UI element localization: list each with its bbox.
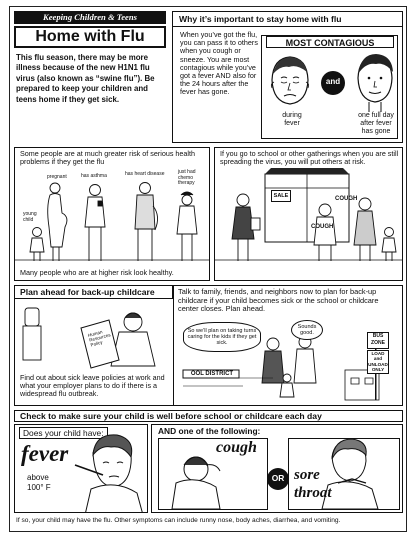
asthma-man-icon (85, 185, 105, 262)
heart-disease-man-icon (135, 183, 158, 262)
cough-word-2: COUGH (311, 224, 334, 230)
risk-label-child: young child (23, 211, 37, 223)
and-label: and (325, 77, 341, 86)
store-coughing-art (215, 148, 403, 281)
throat-word: throat (294, 485, 332, 501)
pregnant-woman-icon (48, 183, 67, 261)
risk-panel (14, 147, 210, 281)
childcare-caption-bottom: Find out about sick leave policies at work and what your employer plans to do if there is a widespread flu outbreak. (20, 373, 165, 399)
check-heading-box (14, 410, 403, 422)
or-label: OR (271, 473, 285, 483)
check-footer: If so, your child may have the flu. Other symptoms can include runny nose, body aches, diarrhea, and vomiting. (16, 517, 341, 524)
risk-label-asthma: has asthma (81, 173, 107, 179)
cough-word-1: COUGH (335, 196, 358, 202)
parents-icon (262, 336, 316, 397)
fever-detail: above 100° F (27, 473, 51, 492)
sounds-good-bubble: Sounds good. (291, 320, 323, 340)
school-caption: If you go to school or other gatherings when you are still spreading the virus, you will put others at risk. (220, 149, 399, 167)
feverish-child-icon (75, 435, 143, 513)
recovering-face-icon (358, 54, 393, 112)
chemo-woman-icon (177, 192, 197, 261)
why-body: When you’ve got the flu, you can pass it to others when you cough or sneeze. You are most contagious while you’ve got a fever AND also for the 24 hours after the fever has gone. (180, 30, 258, 97)
symptoms-panel (151, 424, 403, 513)
risk-label-chemo: just had chemo therapy (178, 169, 196, 187)
header-kicker-bar (14, 11, 166, 24)
childcare-caption-right: Talk to family, friends, and neighbors now to plan for back-up childcare if your child becomes sick or the school or childcare center closes. Plan ahead. (178, 287, 379, 313)
coughing-child-icon (172, 457, 220, 509)
symptoms-art (152, 425, 403, 513)
childcare-panel (14, 285, 403, 406)
risk-caption-bottom: Many people who are at higher risk look healthy. (20, 268, 174, 277)
header-title-box (14, 26, 166, 48)
young-child-icon (30, 228, 44, 262)
child-icon (382, 228, 396, 262)
sick-face-icon (271, 57, 308, 104)
during-fever-label: during fever (282, 112, 302, 127)
childcare-heading: Plan ahead for back-up childcare (20, 287, 155, 297)
header-intro: This flu season, there may be more illness because of the new H1N1 flu virus (also known as “swine flu”). Be prepared to keep your children and teens home if they get sick. (16, 53, 155, 104)
school-building-icon (345, 370, 379, 400)
risk-caption-top: Some people are at much greater risk of serious health problems if they get the flu (20, 149, 195, 167)
plan-speech-bubble: So we’ll plan on taking turns caring for the kids if they get sick. (183, 322, 261, 352)
sale-sign (271, 190, 291, 202)
contagious-label: MOST CONTAGIOUS (266, 36, 394, 48)
school-banner-text: OOL DISTRICT (190, 371, 234, 377)
check-heading: Check to make sure your child is well before school or childcare each day (20, 411, 322, 421)
coughing-woman-icon (354, 198, 376, 261)
after-fever-label: one full day after fever has gone (358, 112, 394, 135)
fever-child-art (15, 425, 148, 513)
risk-label-pregnant: pregnant (47, 174, 67, 180)
sore-word: sore (294, 467, 320, 483)
school-panel (214, 147, 403, 281)
and-one-label: AND one of the following: (158, 426, 261, 436)
fever-word: fever (21, 441, 69, 466)
risk-label-heart: has heart disease (125, 171, 165, 177)
header-kicker: Keeping Children & Teens (43, 12, 137, 22)
bus-zone-sign: BUS ZONE (367, 332, 389, 349)
cough-word: cough (216, 439, 257, 456)
flyer-page (9, 6, 407, 532)
shopper-woman-icon (232, 194, 260, 261)
load-unload-sign: LOAD and UNLOAD ONLY (368, 351, 388, 373)
fever-panel (14, 424, 148, 513)
why-heading: Why it’s important to stay home with flu (179, 14, 342, 24)
page-title: Home with Flu (35, 28, 145, 45)
policy-book-title: Human Resources Policy (87, 329, 112, 348)
fever-question: Does your child have: (19, 427, 108, 439)
why-panel (172, 11, 403, 143)
sale-sign-text: SALE (273, 193, 289, 199)
water-cooler-icon (23, 308, 41, 360)
